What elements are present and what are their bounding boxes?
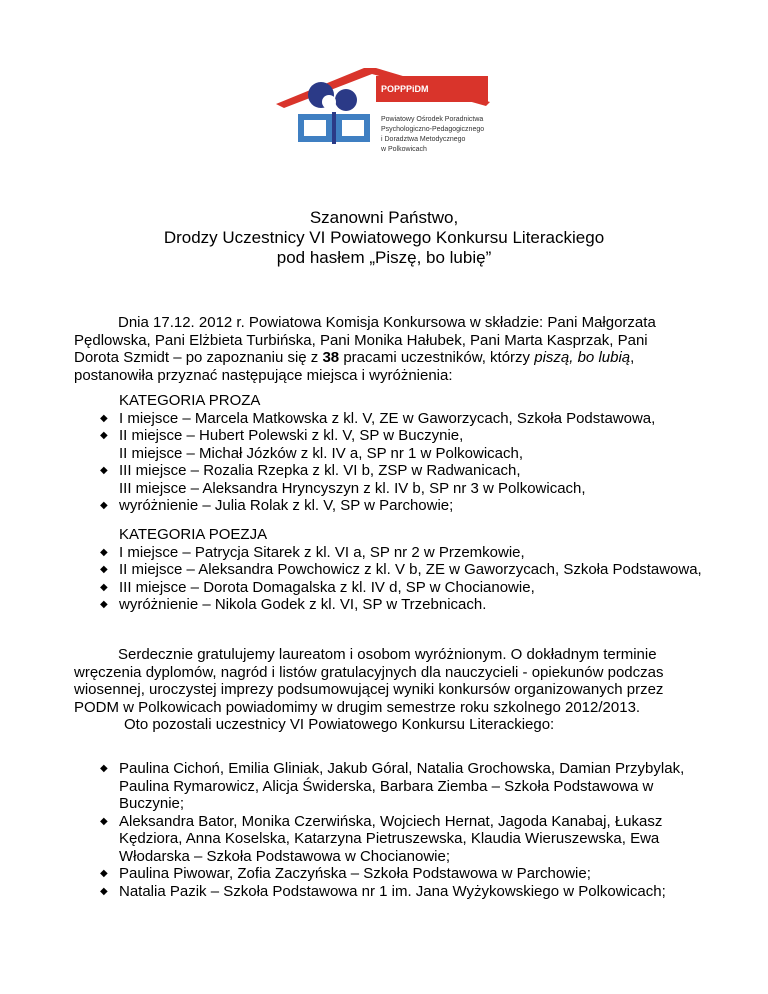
logo-caption-line: w Polkowicach	[381, 146, 427, 153]
bullet-icon: ◆	[100, 546, 108, 558]
others-intro: Oto pozostali uczestnicy VI Powiatowego Konkursu Literackiego:	[124, 716, 555, 733]
participant-item-text: Natalia Pazik – Szkoła Podstawowa nr 1 im. Jana Wyżykowskiego w Polkowicach;	[119, 882, 666, 900]
prose-award	[74, 462, 714, 480]
section-heading: KATEGORIA PROZA	[119, 392, 261, 409]
closing-paragraph	[74, 646, 694, 734]
bullet-icon: ◆	[100, 868, 108, 879]
participant-item	[74, 760, 714, 813]
logo-caption-line: Powiatowy Ośrodek Poradnictwa	[381, 116, 484, 123]
intro-paragraph	[74, 314, 694, 384]
bullet-icon: ◆	[100, 564, 108, 575]
participant-item-text: Paulina Cichoń, Emilia Gliniak, Jakub Góral, Natalia Grochowska, Damian Przybylak, Paulina Rymarowicz, Alicja Świderska, Barbara Ziemba – Szkoła Podstawowa w Buczynie;	[119, 760, 685, 812]
poetry-award-text: III miejsce – Dorota Domagalska z kl. IV d, SP w Chocianowie,	[119, 578, 535, 596]
participant-item-text: Aleksandra Bator, Monika Czerwińska, Wojciech Hernat, Jagoda Kanabaj, Łukasz Kędziora, Anna Koselska, Katarzyna Pietruszewska, Klaudia Wieruszewska, Ewa Włodarska – Szkoła Podstawowa w Chocianowie;	[119, 812, 663, 865]
closing-text: Serdecznie gratulujemy laureatom i osobom wyróżnionym. O dokładnym terminie wręczenia dyplomów, nagród i listów gratulacyjnych dla nauczycieli - opiekunów podczas wiosennej, uroczystej imprezy podsumowującej wyniki konkursów organizowanych przez PODM w Polkowicach powiadomimy w drugim semestrze roku szkolnego 2012/2013.	[74, 646, 664, 716]
poetry-award	[74, 544, 714, 562]
poetry-award-text: wyróżnienie – Nikola Godek z kl. VI, SP w Trzebnicach.	[119, 596, 487, 613]
prose-award-text: III miejsce – Rozalia Rzepka z kl. VI b, ZSP w Radwanicach,	[119, 462, 521, 479]
participant-item	[74, 883, 714, 901]
intro-text: Dnia 17.12. 2012 r. Powiatowa Komisja Konkursowa w składzie: Pani Małgorzata Pędlowska, Pani Elżbieta Turbińska, Pani Monika Hałubek, Pani Marta Kasprzak, Pani Dorota Szmidt – po zapoznaniu się z	[74, 314, 656, 366]
participant-item	[74, 813, 714, 866]
prose-award-text: III miejsce – Aleksandra Hryncyszyn z kl. IV b, SP nr 3 w Polkowicach,	[119, 479, 586, 497]
participants-list	[74, 760, 714, 900]
bullet-icon: ◆	[100, 465, 108, 476]
poetry-section	[74, 526, 714, 614]
prose-award-text: I miejsce – Marcela Matkowska z kl. V, ZE w Gaworzycach, Szkoła Podstawowa,	[119, 409, 656, 427]
poetry-award	[74, 579, 714, 597]
prose-award	[74, 480, 714, 498]
participant-item	[74, 865, 714, 883]
prose-section	[74, 392, 714, 515]
prose-award	[74, 445, 714, 463]
bullet-icon: ◆	[100, 763, 108, 774]
poetry-award-text: II miejsce – Aleksandra Powchowicz z kl. V b, ZE w Gaworzycach, Szkoła Podstawowa,	[119, 561, 702, 578]
intro-text: , postanowiła przyznać następujące miejsca i wyróżnienia:	[74, 349, 635, 384]
prose-award	[74, 497, 714, 515]
bullet-icon: ◆	[100, 430, 108, 441]
works-count: 38	[322, 349, 340, 366]
letter-title	[0, 208, 768, 268]
prose-award-text: II miejsce – Hubert Polewski z kl. V, SP w Buczynie,	[119, 427, 464, 444]
bullet-icon: ◆	[100, 500, 108, 511]
participant-item-text: Paulina Piwowar, Zofia Zaczyńska – Szkoła Podstawowa w Parchowie;	[119, 865, 591, 882]
poetry-award	[74, 596, 714, 614]
bullet-icon: ◆	[100, 815, 108, 827]
poetry-award	[74, 561, 714, 579]
prose-award-text: II miejsce – Michał Józków z kl. IV a, SP nr 1 w Polkowicach,	[119, 444, 524, 462]
section-heading: KATEGORIA POEZJA	[119, 526, 268, 543]
title-line: Drodzy Uczestnicy VI Powiatowego Konkursu Literackiego	[163, 228, 605, 247]
bullet-icon: ◆	[100, 412, 108, 424]
bullet-icon: ◆	[100, 885, 108, 897]
intro-italic: piszą, bo lubią	[534, 349, 631, 366]
logo-badge: POPPPiDM	[381, 84, 429, 94]
bullet-icon: ◆	[100, 581, 108, 593]
logo-caption-line: Psychologiczno-Pedagogicznego	[381, 126, 485, 133]
prose-award	[74, 410, 714, 428]
intro-text: pracami uczestników, którzy	[339, 349, 535, 366]
poetry-award-text: I miejsce – Patrycja Sitarek z kl. VI a, SP nr 2 w Przemkowie,	[119, 543, 525, 561]
prose-award	[74, 427, 714, 445]
title-line: pod hasłem „Piszę, bo lubię”	[276, 248, 492, 267]
prose-award-text: wyróżnienie – Julia Rolak z kl. V, SP w Parchowie;	[119, 497, 454, 514]
bullet-icon: ◆	[100, 599, 108, 610]
title-line: Szanowni Państwo,	[309, 208, 459, 227]
logo-caption-line: i Doradztwa Metodycznego	[381, 136, 466, 143]
logo-caption	[381, 115, 484, 155]
